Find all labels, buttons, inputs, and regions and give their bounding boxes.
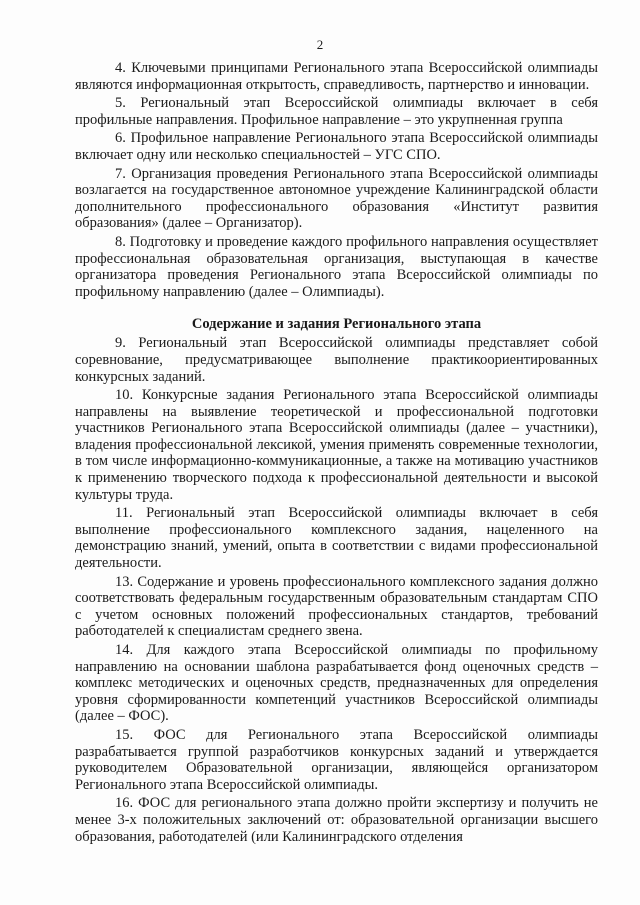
document-body (75, 60, 598, 847)
paragraph-11: 11. Региональный этап Всероссийской олимпиады включает в себя выполнение профессионального комплексного задания, нацеленного на демонстрацию знаний, умений, опыта в соответствии с видами профессиональной деятельности. (75, 505, 598, 572)
paragraph-8: 8. Подготовку и проведение каждого профильного направления осуществляет профессиональная образовательная организация, выступающая в качестве организатора проведения Регионального этапа Всероссийской олимпиады по профильному направлению (далее – Олимпиады). (75, 233, 598, 300)
paragraph-4: 4. Ключевыми принципами Регионального этапа Всероссийской олимпиады являются информационная открытость, справедливость, партнерство и инновации. (75, 60, 598, 93)
paragraph-9: 9. Региональный этап Всероссийской олимпиады представляет собой соревнование, предусматривающее выполнение практикоориентированных конкурсных заданий. (75, 335, 598, 385)
paragraph-15: 15. ФОС для Регионального этапа Всероссийской олимпиады разрабатывается группой разработчиков конкурсных заданий и утверждается руководителем Образовательной организации, являющейся организатором Регионального этапа Всероссийской олимпиады. (75, 726, 598, 793)
paragraph-16: 16. ФОС для регионального этапа должно пройти экспертизу и получить не менее 3-х положительных заключений от: образовательной организации высшего образования, работодателей (или Калининградского отделения (75, 795, 598, 845)
paragraph-7: 7. Организация проведения Регионального этапа Всероссийской олимпиады возлагается на государственное автономное учреждение Калининградской области дополнительного профессионального образования «Институт развития образования» (далее – Организатор). (75, 165, 598, 232)
paragraph-5: 5. Региональный этап Всероссийской олимпиады включает в себя профильные направления. Профильное направление – это укрупненная группа (75, 95, 598, 128)
paragraph-10: 10. Конкурсные задания Регионального этапа Всероссийской олимпиады направлены на выявление теоретической и профессиональной подготовки участников Регионального этапа Всероссийской олимпиады (далее – участники), владения профессиональной лексикой, умения применять современные технологии, в том числе информационно-коммуникационные, а также на мотивацию участников к применению творческого подхода к профессиональной деятельности и высокой культуры труда. (75, 387, 598, 503)
section-heading: Содержание и задания Регионального этапа (191, 316, 482, 333)
paragraph-6: 6. Профильное направление Регионального этапа Всероссийской олимпиады включает одну или несколько специальностей – УГС СПО. (75, 130, 598, 163)
paragraph-14: 14. Для каждого этапа Всероссийской олимпиады по профильному направлению на основании шаблона разрабатывается фонд оценочных средств – комплекс методических и оценочных средств, предназначенных для определения уровня сформированности компетенций участников Всероссийской олимпиады (далее – ФОС). (75, 642, 598, 725)
page-number: 2 (316, 37, 324, 52)
paragraph-13: 13. Содержание и уровень профессионального комплексного задания должно соответствовать федеральным государственным образовательным стандартам СПО с учетом основных положений профессиональных стандартов, требований работодателей к специалистам среднего звена. (75, 573, 598, 640)
